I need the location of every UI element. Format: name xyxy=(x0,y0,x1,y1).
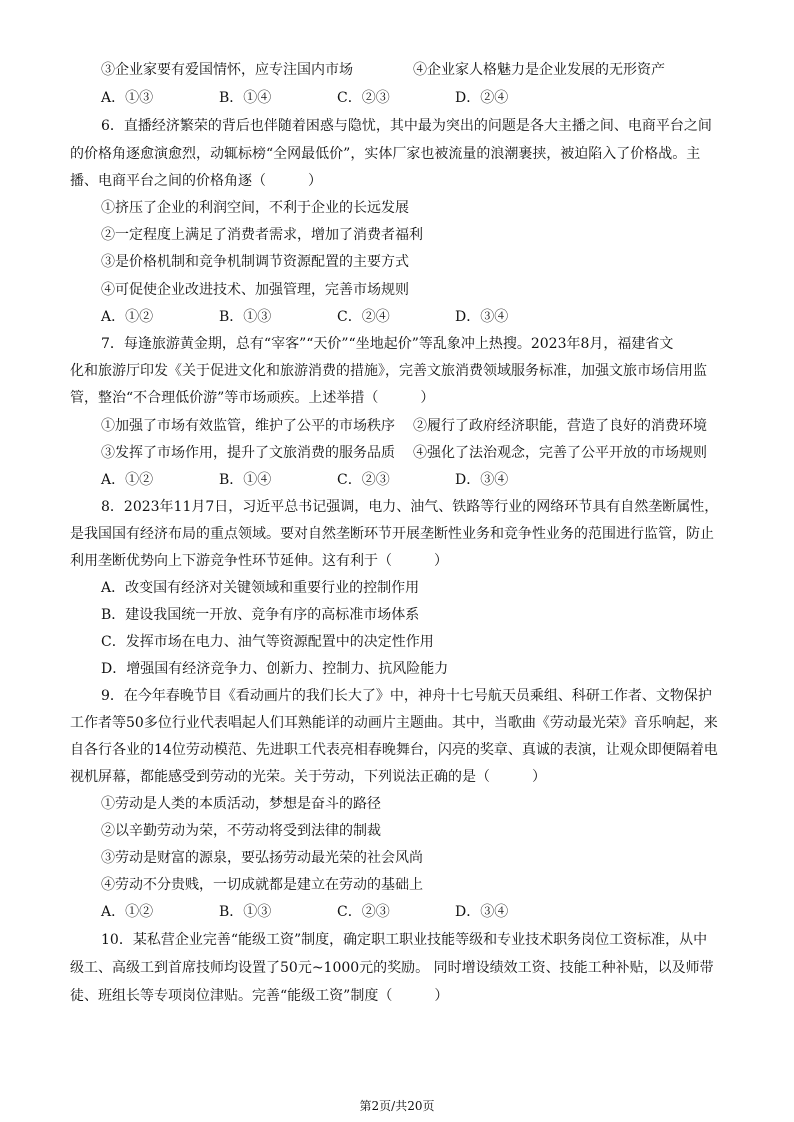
q7-statement-2: ②履行了政府经济职能，营造了良好的消费环境 xyxy=(413,418,707,434)
q7-option-d[interactable]: D．③④ xyxy=(455,472,509,488)
q9-stem-line-2: 工作者等50多位行业代表唱起人们耳熟能详的动画片主题曲。其中，当歌曲《劳动最光荣》音乐响起，来 xyxy=(70,715,718,731)
q5-option-b[interactable]: B．①④ xyxy=(219,90,272,106)
q9-option-c[interactable]: C．②③ xyxy=(337,904,390,920)
q7-option-c[interactable]: C．②③ xyxy=(337,472,390,488)
q6-stem-line-3: 播、电商平台之间的价格角逐（ ） xyxy=(70,173,322,189)
q5-option-d[interactable]: D．②④ xyxy=(455,90,509,106)
q7-statement-3: ③发挥了市场作用，提升了文旅消费的服务品质 xyxy=(101,445,395,461)
q9-option-b[interactable]: B．①③ xyxy=(219,904,272,920)
q9-stem-line-1: 9．在今年春晚节目《看动画片的我们长大了》中，神舟十七号航天员乘组、科研工作者、文物保护 xyxy=(101,688,712,704)
q6-statement-3: ③是价格机制和竞争机制调节资源配置的主要方式 xyxy=(101,254,409,270)
q6-stem-line-1: 6．直播经济繁荣的背后也伴随着困惑与隐忧，其中最为突出的问题是各大主播之间、电商平台之间 xyxy=(101,118,712,134)
q8-choice-a[interactable]: A．改变国有经济对关键领域和重要行业的控制作用 xyxy=(101,580,420,596)
q6-option-c[interactable]: C．②④ xyxy=(337,309,390,325)
q9-option-d[interactable]: D．③④ xyxy=(455,904,509,920)
q7-statement-1: ①加强了市场有效监管，维护了公平的市场秩序 xyxy=(101,418,395,434)
q6-statement-2: ②一定程度上满足了消费者需求，增加了消费者福利 xyxy=(101,227,423,243)
q9-stem-line-4: 视机屏幕，都能感受到劳动的光荣。关于劳动，下列说法正确的是（ ） xyxy=(70,769,546,785)
q8-choice-b[interactable]: B．建设我国统一开放、竞争有序的高标准市场体系 xyxy=(101,607,420,623)
q5-statement-3: ③企业家要有爱国情怀，应专注国内市场 xyxy=(101,62,353,78)
q9-statement-1: ①劳动是人类的本质活动，梦想是奋斗的路径 xyxy=(101,796,381,812)
q8-stem-line-2: 是我国国有经济布局的重点领域。要对自然垄断环节开展垄断性业务和竞争性业务的范围进行监管，防止 xyxy=(70,526,714,542)
q5-option-a[interactable]: A．①③ xyxy=(101,90,154,106)
q6-option-a[interactable]: A．①② xyxy=(101,309,154,325)
q9-option-a[interactable]: A．①② xyxy=(101,904,154,920)
q9-statement-3: ③劳动是财富的源泉，要弘扬劳动最光荣的社会风尚 xyxy=(101,850,423,866)
q6-stem-line-2: 的价格角逐愈演愈烈，动辄标榜“全网最低价”，实体厂家也被流量的浪潮裹挟，被迫陷入了价格战。主 xyxy=(70,146,701,162)
q7-option-b[interactable]: B．①④ xyxy=(219,472,272,488)
q5-statement-4: ④企业家人格魅力是企业发展的无形资产 xyxy=(413,62,665,78)
q8-stem-line-3: 利用垄断优势向上下游竞争性环节延伸。这有利于（ ） xyxy=(70,553,448,569)
q7-stem-line-3: 管，整治“不合理低价游”等市场顽疾。上述举措（ ） xyxy=(70,390,435,406)
q8-choice-c[interactable]: C．发挥市场在电力、油气等资源配置中的决定性作用 xyxy=(101,634,434,650)
q5-option-c[interactable]: C．②③ xyxy=(337,90,390,106)
q8-stem-line-1: 8．2023年11月7日，习近平总书记强调，电力、油气、铁路等行业的网络环节具有自然垄断属性， xyxy=(101,499,719,515)
q6-statement-4: ④可促使企业改进技术、加强管理，完善市场规则 xyxy=(101,282,409,298)
q9-stem-line-3: 自各行各业的14位劳动模范、先进职工代表亮相春晚舞台，闪亮的奖章、真诚的表演，让观众即便隔着电 xyxy=(70,742,718,758)
q6-option-d[interactable]: D．③④ xyxy=(455,309,509,325)
q10-stem-line-2: 级工、高级工到首席技师均设置了50元~1000元的奖励。 同时增设绩效工资、技能工种补贴，以及师带 xyxy=(70,960,714,976)
page-footer: 第2页/共20页 xyxy=(359,1099,435,1113)
q7-stem-line-1: 7．每逢旅游黄金期，总有“宰客”“天价”“坐地起价”等乱象冲上热搜。2023年8月，福建省文 xyxy=(101,336,674,352)
q10-stem-line-3: 徒、班组长等专项岗位津贴。完善“能级工资”制度（ ） xyxy=(70,988,449,1004)
q6-statement-1: ①挤压了企业的利润空间，不利于企业的长远发展 xyxy=(101,200,409,216)
q6-option-b[interactable]: B．①③ xyxy=(219,309,272,325)
q7-stem-line-2: 化和旅游厅印发《关于促进文化和旅游消费的措施》，完善文旅消费领域服务标准，加强文旅市场信用监 xyxy=(70,363,707,379)
q9-statement-4: ④劳动不分贵贱，一切成就都是建立在劳动的基础上 xyxy=(101,877,423,893)
q9-statement-2: ②以辛勤劳动为荣，不劳动将受到法律的制裁 xyxy=(101,823,381,839)
q7-statement-4: ④强化了法治观念，完善了公平开放的市场规则 xyxy=(413,445,707,461)
q10-stem-line-1: 10．某私营企业完善“能级工资”制度，确定职工职业技能等级和专业技术职务岗位工资标准，从中 xyxy=(101,932,708,948)
q8-choice-d[interactable]: D．增强国有经济竞争力、创新力、控制力、抗风险能力 xyxy=(101,661,449,677)
q7-option-a[interactable]: A．①② xyxy=(101,472,154,488)
